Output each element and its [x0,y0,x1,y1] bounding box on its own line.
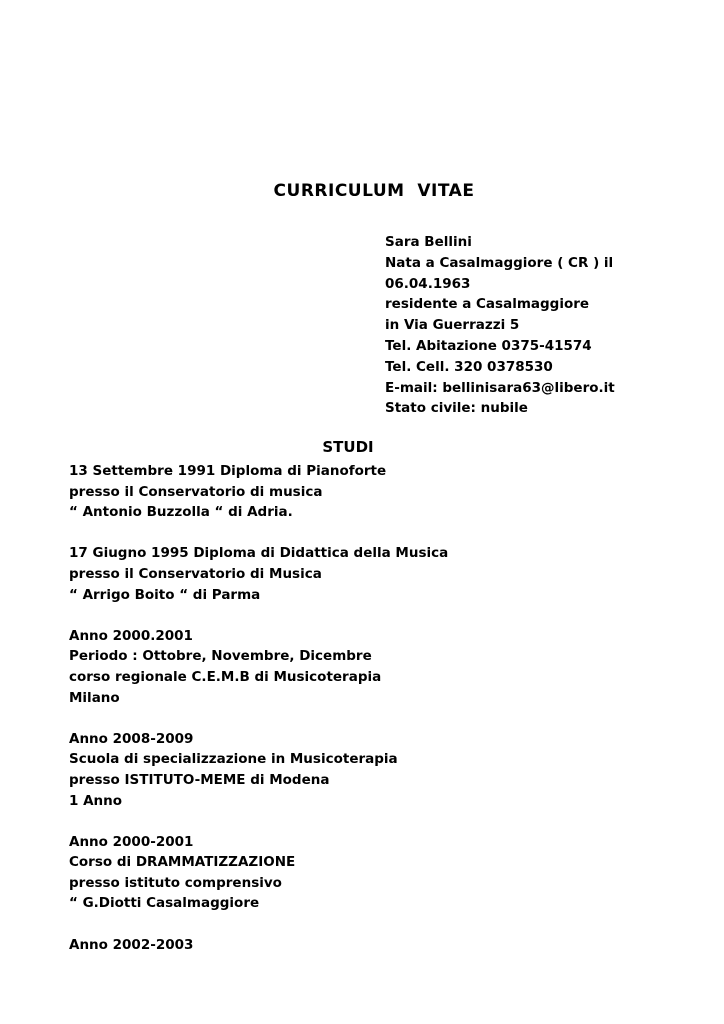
study-entry [69,935,709,956]
personal-cell-phone: Tel. Cell. 320 0378530 [385,358,553,375]
study-line: “ Antonio Buzzolla “ di Adria. [69,504,293,521]
study-line: 13 Settembre 1991 Diploma di Pianoforte [69,463,387,479]
personal-birthplace: Nata a Casalmaggiore ( CR ) il [385,254,614,271]
study-line: 17 Giugno 1995 Diploma di Didattica della Musica [69,545,449,562]
study-line: Milano [69,689,120,706]
personal-home-phone: Tel. Abitazione 0375-41574 [385,337,592,354]
study-line: presso il Conservatorio di musica [69,483,323,500]
personal-email: E-mail: bellinisara63@libero.it [385,379,615,396]
personal-birthdate: 06.04.1963 [385,275,471,292]
study-entry [69,729,709,811]
study-line: Periodo : Ottobre, Novembre, Dicembre [69,648,372,665]
study-line: presso il Conservatorio di Musica [69,565,322,582]
study-entry [69,626,709,708]
personal-address: in Via Guerrazzi 5 [385,317,520,334]
study-line: Anno 2002-2003 [69,936,194,953]
study-line: Corso di DRAMMATIZZAZIONE [69,854,296,871]
study-entry [69,832,709,914]
study-line: Anno 2000-2001 [69,833,194,850]
study-line: presso ISTITUTO-MEME di Modena [69,771,330,788]
study-entry [69,461,709,523]
study-line: presso istituto comprensivo [69,874,282,891]
studies-heading: STUDI [322,438,374,456]
study-entry [69,543,709,605]
study-line: Anno 2000.2001 [69,627,193,644]
studies-list [69,461,709,976]
study-line: “ G.Diotti Casalmaggiore [69,895,260,912]
personal-info-block [385,232,715,419]
study-line: Scuola di specializzazione in Musicoterapia [69,751,398,768]
study-line: 1 Anno [69,792,123,809]
study-line: Anno 2008-2009 [69,730,194,747]
study-line: corso regionale C.E.M.B di Musicoterapia [69,668,382,685]
study-line: “ Arrigo Boito “ di Parma [69,586,261,603]
personal-marital-status: Stato civile: nubile [385,400,528,417]
personal-residence: residente a Casalmaggiore [385,296,590,313]
personal-name: Sara Bellini [385,234,472,250]
document-title: CURRICULUM VITAE [273,181,475,201]
